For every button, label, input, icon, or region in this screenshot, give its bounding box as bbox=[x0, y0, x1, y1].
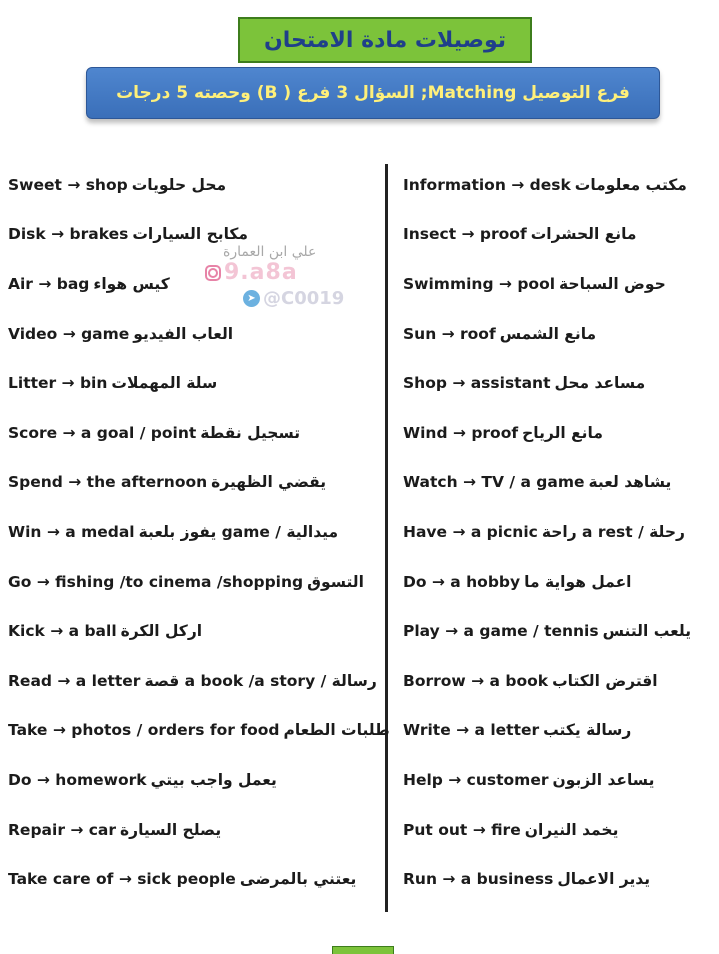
arabic-translation: اركل الكرة bbox=[120, 622, 203, 641]
matching-row bbox=[403, 755, 719, 805]
matching-row bbox=[403, 408, 719, 458]
english-phrase: Swimming → pool bbox=[403, 274, 556, 293]
matching-row bbox=[8, 805, 380, 855]
english-phrase: Shop → assistant bbox=[403, 374, 551, 393]
english-phrase: Wind → proof bbox=[403, 423, 519, 442]
arabic-translation: رسالة / a book /a story قصة bbox=[144, 671, 377, 690]
arabic-translation: يدير الاعمال bbox=[557, 870, 651, 889]
english-phrase: Video → game bbox=[8, 324, 130, 343]
arabic-translation: مكتب معلومات bbox=[574, 175, 687, 194]
right-column bbox=[403, 160, 719, 904]
arabic-translation: محل حلويات bbox=[131, 175, 227, 194]
matching-row bbox=[403, 656, 719, 706]
english-phrase: Run → a business bbox=[403, 870, 554, 889]
matching-row bbox=[8, 309, 380, 359]
banner-text: فرع التوصيل Matching; السؤال 3 فرع ( B) وحصته 5 درجات bbox=[116, 83, 630, 103]
bottom-tab bbox=[332, 946, 394, 954]
arabic-translation: مانع الشمس bbox=[499, 324, 597, 343]
english-phrase: Information → desk bbox=[403, 175, 571, 194]
instagram-icon bbox=[205, 265, 221, 281]
matching-row bbox=[403, 358, 719, 408]
english-phrase: Kick → a ball bbox=[8, 622, 117, 641]
title-box bbox=[238, 17, 532, 63]
english-phrase: Borrow → a book bbox=[403, 671, 549, 690]
arabic-translation: اعمل هواية ما bbox=[524, 572, 632, 591]
arabic-translation: رحلة / a rest راحة bbox=[541, 522, 685, 541]
arabic-translation: يقضي الظهيرة bbox=[211, 473, 327, 492]
arabic-translation: ميدالية / game يفوز بلعبة bbox=[138, 522, 339, 541]
arabic-translation: التسوق bbox=[307, 572, 364, 591]
matching-row bbox=[8, 408, 380, 458]
english-phrase: Help → customer bbox=[403, 770, 549, 789]
telegram-text: @C0019 bbox=[263, 288, 345, 309]
arabic-translation: مساعد محل bbox=[554, 374, 646, 393]
arabic-translation: اقترض الكتاب bbox=[552, 671, 658, 690]
arabic-translation: يشاهد لعبة bbox=[588, 473, 672, 492]
arabic-translation: يعمل واجب بيتي bbox=[150, 770, 277, 789]
english-phrase: Repair → car bbox=[8, 820, 117, 839]
arabic-translation: يصلح السيارة bbox=[120, 820, 222, 839]
matching-row bbox=[403, 606, 719, 656]
english-phrase: Write → a letter bbox=[403, 721, 540, 740]
arabic-translation: مانع الرياح bbox=[522, 423, 603, 442]
matching-row bbox=[403, 706, 719, 756]
matching-row bbox=[403, 507, 719, 557]
matching-row bbox=[8, 557, 380, 607]
arabic-translation: تسجيل نقطة bbox=[200, 423, 301, 442]
matching-row bbox=[403, 557, 719, 607]
english-phrase: Score → a goal / point bbox=[8, 423, 197, 442]
matching-row bbox=[403, 805, 719, 855]
english-phrase: Sun → roof bbox=[403, 324, 496, 343]
matching-row bbox=[403, 210, 719, 260]
english-phrase: Take → photos / orders for food bbox=[8, 721, 280, 740]
english-phrase: Disk → brakes bbox=[8, 225, 129, 244]
question-banner bbox=[86, 67, 660, 119]
english-phrase: Air → bag bbox=[8, 274, 90, 293]
arabic-translation: مانع الحشرات bbox=[530, 225, 637, 244]
english-phrase: Put out → fire bbox=[403, 820, 521, 839]
english-phrase: Insect → proof bbox=[403, 225, 527, 244]
arabic-translation: حوض السباحة bbox=[559, 274, 666, 293]
watermark-name: علي ابن العمارة bbox=[223, 244, 317, 260]
matching-row bbox=[403, 854, 719, 904]
telegram-handle bbox=[243, 288, 344, 309]
matching-row bbox=[8, 458, 380, 508]
matching-row bbox=[403, 259, 719, 309]
arabic-translation: يساعد الزبون bbox=[552, 770, 655, 789]
matching-row bbox=[8, 656, 380, 706]
english-phrase: Play → a game / tennis bbox=[403, 622, 599, 641]
matching-row bbox=[8, 160, 380, 210]
english-phrase: Litter → bin bbox=[8, 374, 108, 393]
english-phrase: Read → a letter bbox=[8, 671, 141, 690]
english-phrase: Do → homework bbox=[8, 770, 147, 789]
matching-row bbox=[8, 854, 380, 904]
arabic-translation: سلة المهملات bbox=[111, 374, 218, 393]
english-phrase: Do → a hobby bbox=[403, 572, 521, 591]
arabic-translation: يلعب التنس bbox=[602, 622, 692, 641]
arabic-translation: يخمد النيران bbox=[524, 820, 619, 839]
arabic-translation: كيس هواء bbox=[93, 274, 170, 293]
english-phrase: Win → a medal bbox=[8, 522, 135, 541]
matching-row bbox=[8, 706, 390, 756]
english-phrase: Go → fishing /to cinema /shopping bbox=[8, 572, 304, 591]
column-divider bbox=[385, 164, 388, 912]
page-title: توصيلات مادة الامتحان bbox=[264, 27, 506, 53]
arabic-translation: العاب الفيديو bbox=[133, 324, 234, 343]
english-phrase: Watch → TV / a game bbox=[403, 473, 585, 492]
arabic-translation: رسالة يكتب bbox=[543, 721, 632, 740]
instagram-handle bbox=[205, 260, 298, 285]
arabic-translation: يعتني بالمرضى bbox=[239, 870, 357, 889]
english-phrase: Have → a picnic bbox=[403, 522, 538, 541]
matching-row bbox=[403, 309, 719, 359]
matching-row bbox=[8, 606, 380, 656]
arabic-translation: مكابح السيارات bbox=[132, 225, 249, 244]
telegram-icon: ➤ bbox=[243, 290, 260, 307]
matching-row bbox=[8, 755, 380, 805]
english-phrase: Take care of → sick people bbox=[8, 870, 236, 889]
matching-row bbox=[403, 458, 719, 508]
matching-row bbox=[403, 160, 719, 210]
english-phrase: Spend → the afternoon bbox=[8, 473, 208, 492]
watermark bbox=[205, 244, 385, 314]
instagram-text: 9.a8a bbox=[224, 260, 298, 285]
arabic-translation: طلبات الطعام bbox=[283, 721, 390, 740]
matching-row bbox=[8, 507, 380, 557]
english-phrase: Sweet → shop bbox=[8, 175, 128, 194]
matching-row bbox=[8, 358, 380, 408]
